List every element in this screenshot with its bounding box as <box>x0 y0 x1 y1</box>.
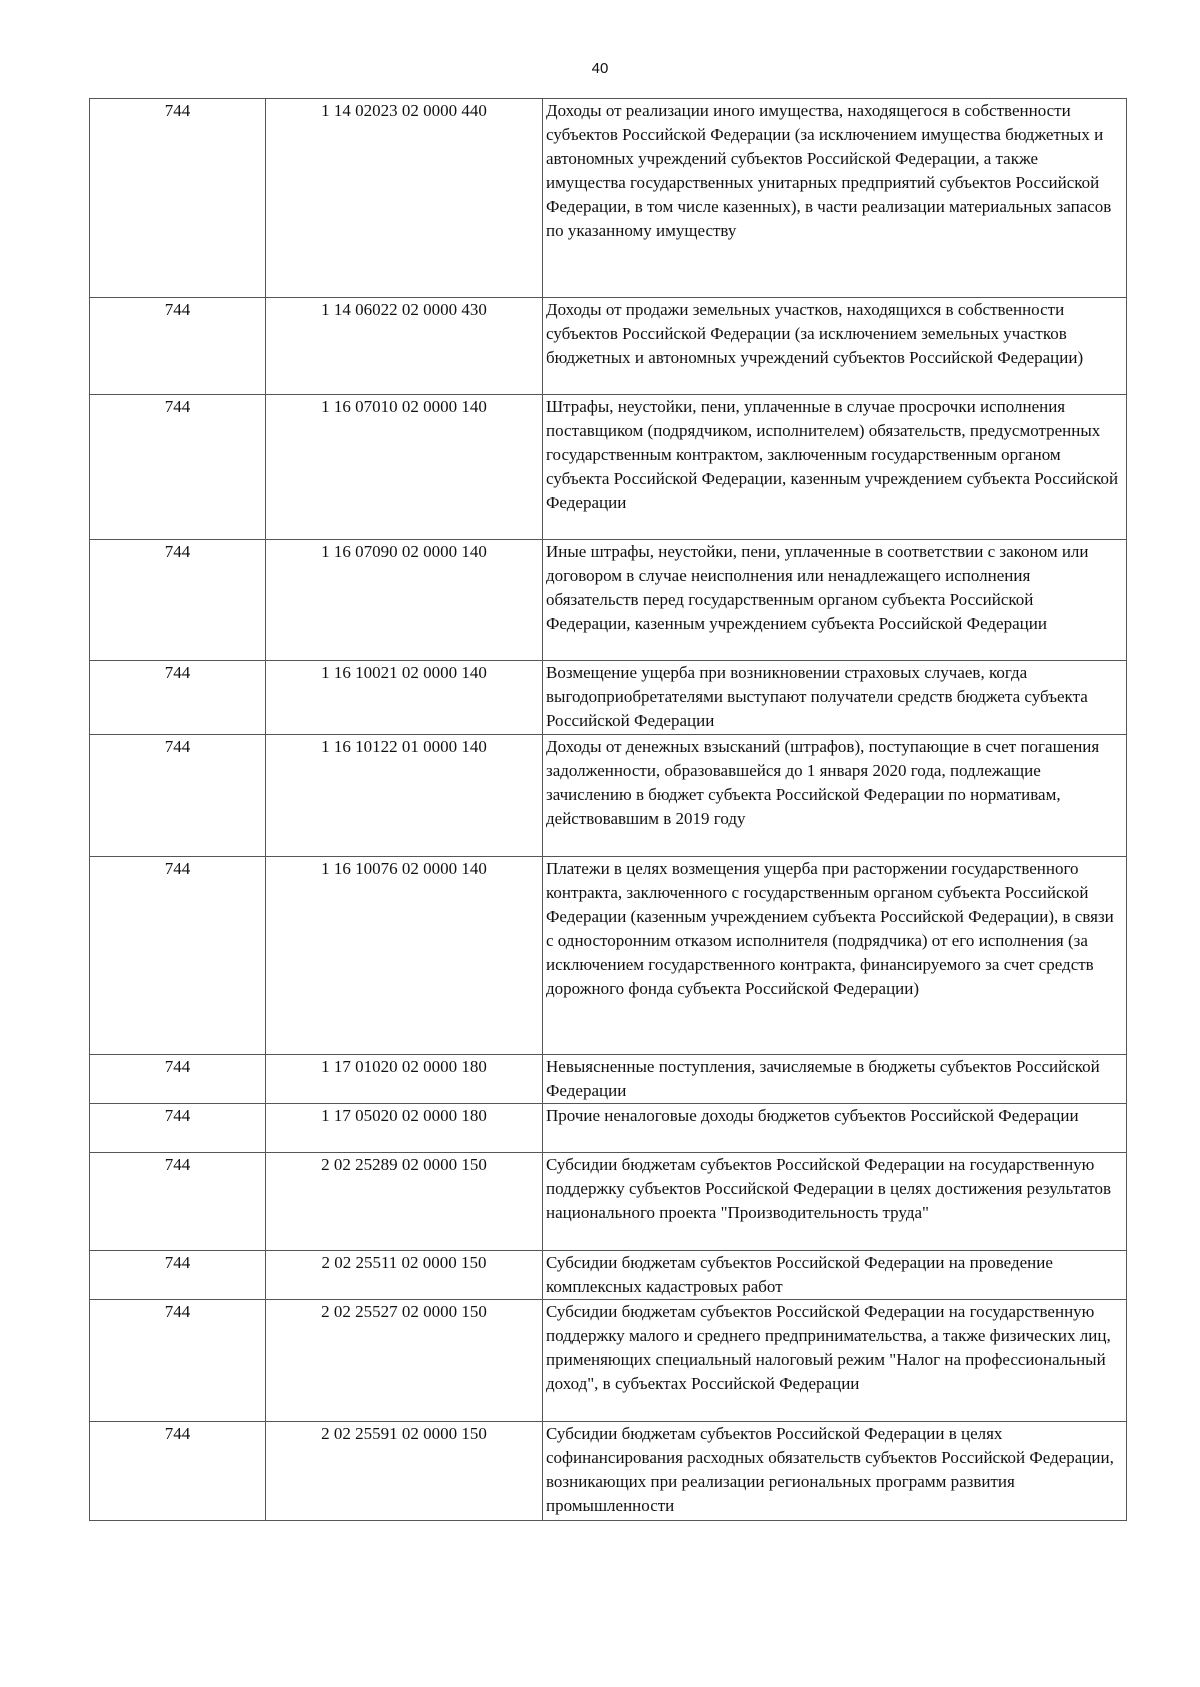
table-row <box>90 1422 1127 1521</box>
description-cell: Доходы от денежных взысканий (штрафов), поступающие в счет погашения задолженности, образовавшейся до 1 января 2020 года, подлежащие зачислению в бюджет субъекта Российской Федерации по нормативам, действовавшим в 2019 году <box>543 735 1127 857</box>
table-row <box>90 1251 1127 1300</box>
budget-code-cell: 2 02 25591 02 0000 150 <box>266 1422 543 1521</box>
revenue-codes-table <box>89 98 1127 1521</box>
description-cell: Прочие неналоговые доходы бюджетов субъектов Российской Федерации <box>543 1104 1127 1153</box>
table-row <box>90 1055 1127 1104</box>
admin-code-cell: 744 <box>90 1153 266 1251</box>
budget-code-cell: 1 14 02023 02 0000 440 <box>266 99 543 298</box>
description-cell: Доходы от реализации иного имущества, находящегося в собственности субъектов Российской Федерации (за исключением имущества бюджетных и автономных учреждений субъектов Российской Федерации, а также имущества государственных унитарных предприятий субъектов Российской Федерации, в том числе казенных), в части реализации материальных запасов по указанному имуществу <box>543 99 1127 298</box>
admin-code-cell: 744 <box>90 1251 266 1300</box>
table-row <box>90 1104 1127 1153</box>
admin-code-cell: 744 <box>90 1300 266 1422</box>
admin-code-cell: 744 <box>90 298 266 395</box>
admin-code-cell: 744 <box>90 540 266 661</box>
admin-code-cell: 744 <box>90 1055 266 1104</box>
table-row <box>90 1153 1127 1251</box>
description-cell: Иные штрафы, неустойки, пени, уплаченные в соответствии с законом или договором в случае неисполнения или ненадлежащего исполнения обязательств перед государственным органом субъекта Российской Федерации, казенным учреждением субъекта Российской Федерации <box>543 540 1127 661</box>
budget-code-cell: 1 16 07090 02 0000 140 <box>266 540 543 661</box>
budget-code-cell: 2 02 25527 02 0000 150 <box>266 1300 543 1422</box>
description-cell: Платежи в целях возмещения ущерба при расторжении государственного контракта, заключенного с государственным органом субъекта Российской Федерации (казенным учреждением субъекта Российской Федерации), в связи с односторонним отказом исполнителя (подрядчика) от его исполнения (за исключением государственного контракта, финансируемого за счет средств дорожного фонда субъекта Российской Федерации) <box>543 857 1127 1055</box>
admin-code-cell: 744 <box>90 1104 266 1153</box>
description-cell: Субсидии бюджетам субъектов Российской Федерации на государственную поддержку малого и среднего предпринимательства, а также физических лиц, применяющих специальный налоговый режим "Налог на профессиональный доход", в субъектах Российской Федерации <box>543 1300 1127 1422</box>
description-cell: Доходы от продажи земельных участков, находящихся в собственности субъектов Российской Федерации (за исключением земельных участков бюджетных и автономных учреждений субъектов Российской Федерации) <box>543 298 1127 395</box>
admin-code-cell: 744 <box>90 735 266 857</box>
table-row <box>90 1300 1127 1422</box>
budget-code-cell: 2 02 25289 02 0000 150 <box>266 1153 543 1251</box>
table-row <box>90 661 1127 735</box>
description-cell: Возмещение ущерба при возникновении страховых случаев, когда выгодоприобретателями выступают получатели средств бюджета субъекта Российской Федерации <box>543 661 1127 735</box>
page-number: 40 <box>591 60 609 77</box>
budget-code-cell: 1 16 10021 02 0000 140 <box>266 661 543 735</box>
admin-code-cell: 744 <box>90 395 266 540</box>
description-cell: Штрафы, неустойки, пени, уплаченные в случае просрочки исполнения поставщиком (подрядчиком, исполнителем) обязательств, предусмотренных государственным контрактом, заключенным государственным органом субъекта Российской Федерации, казенным учреждением субъекта Российской Федерации <box>543 395 1127 540</box>
budget-code-cell: 1 16 10122 01 0000 140 <box>266 735 543 857</box>
description-cell: Субсидии бюджетам субъектов Российской Федерации в целях софинансирования расходных обязательств субъектов Российской Федерации, возникающих при реализации региональных программ развития промышленности <box>543 1422 1127 1521</box>
budget-code-cell: 1 14 06022 02 0000 430 <box>266 298 543 395</box>
description-cell: Невыясненные поступления, зачисляемые в бюджеты субъектов Российской Федерации <box>543 1055 1127 1104</box>
budget-code-cell: 1 17 05020 02 0000 180 <box>266 1104 543 1153</box>
admin-code-cell: 744 <box>90 1422 266 1521</box>
table-row <box>90 540 1127 661</box>
admin-code-cell: 744 <box>90 661 266 735</box>
description-cell: Субсидии бюджетам субъектов Российской Федерации на государственную поддержку субъектов Российской Федерации в целях достижения результатов национального проекта "Производительность труда" <box>543 1153 1127 1251</box>
budget-code-cell: 1 16 07010 02 0000 140 <box>266 395 543 540</box>
table-row <box>90 99 1127 298</box>
admin-code-cell: 744 <box>90 99 266 298</box>
budget-code-cell: 1 16 10076 02 0000 140 <box>266 857 543 1055</box>
table-row <box>90 857 1127 1055</box>
table-row <box>90 298 1127 395</box>
admin-code-cell: 744 <box>90 857 266 1055</box>
budget-code-cell: 1 17 01020 02 0000 180 <box>266 1055 543 1104</box>
table-row <box>90 735 1127 857</box>
table-row <box>90 395 1127 540</box>
budget-code-cell: 2 02 25511 02 0000 150 <box>266 1251 543 1300</box>
description-cell: Субсидии бюджетам субъектов Российской Федерации на проведение комплексных кадастровых работ <box>543 1251 1127 1300</box>
